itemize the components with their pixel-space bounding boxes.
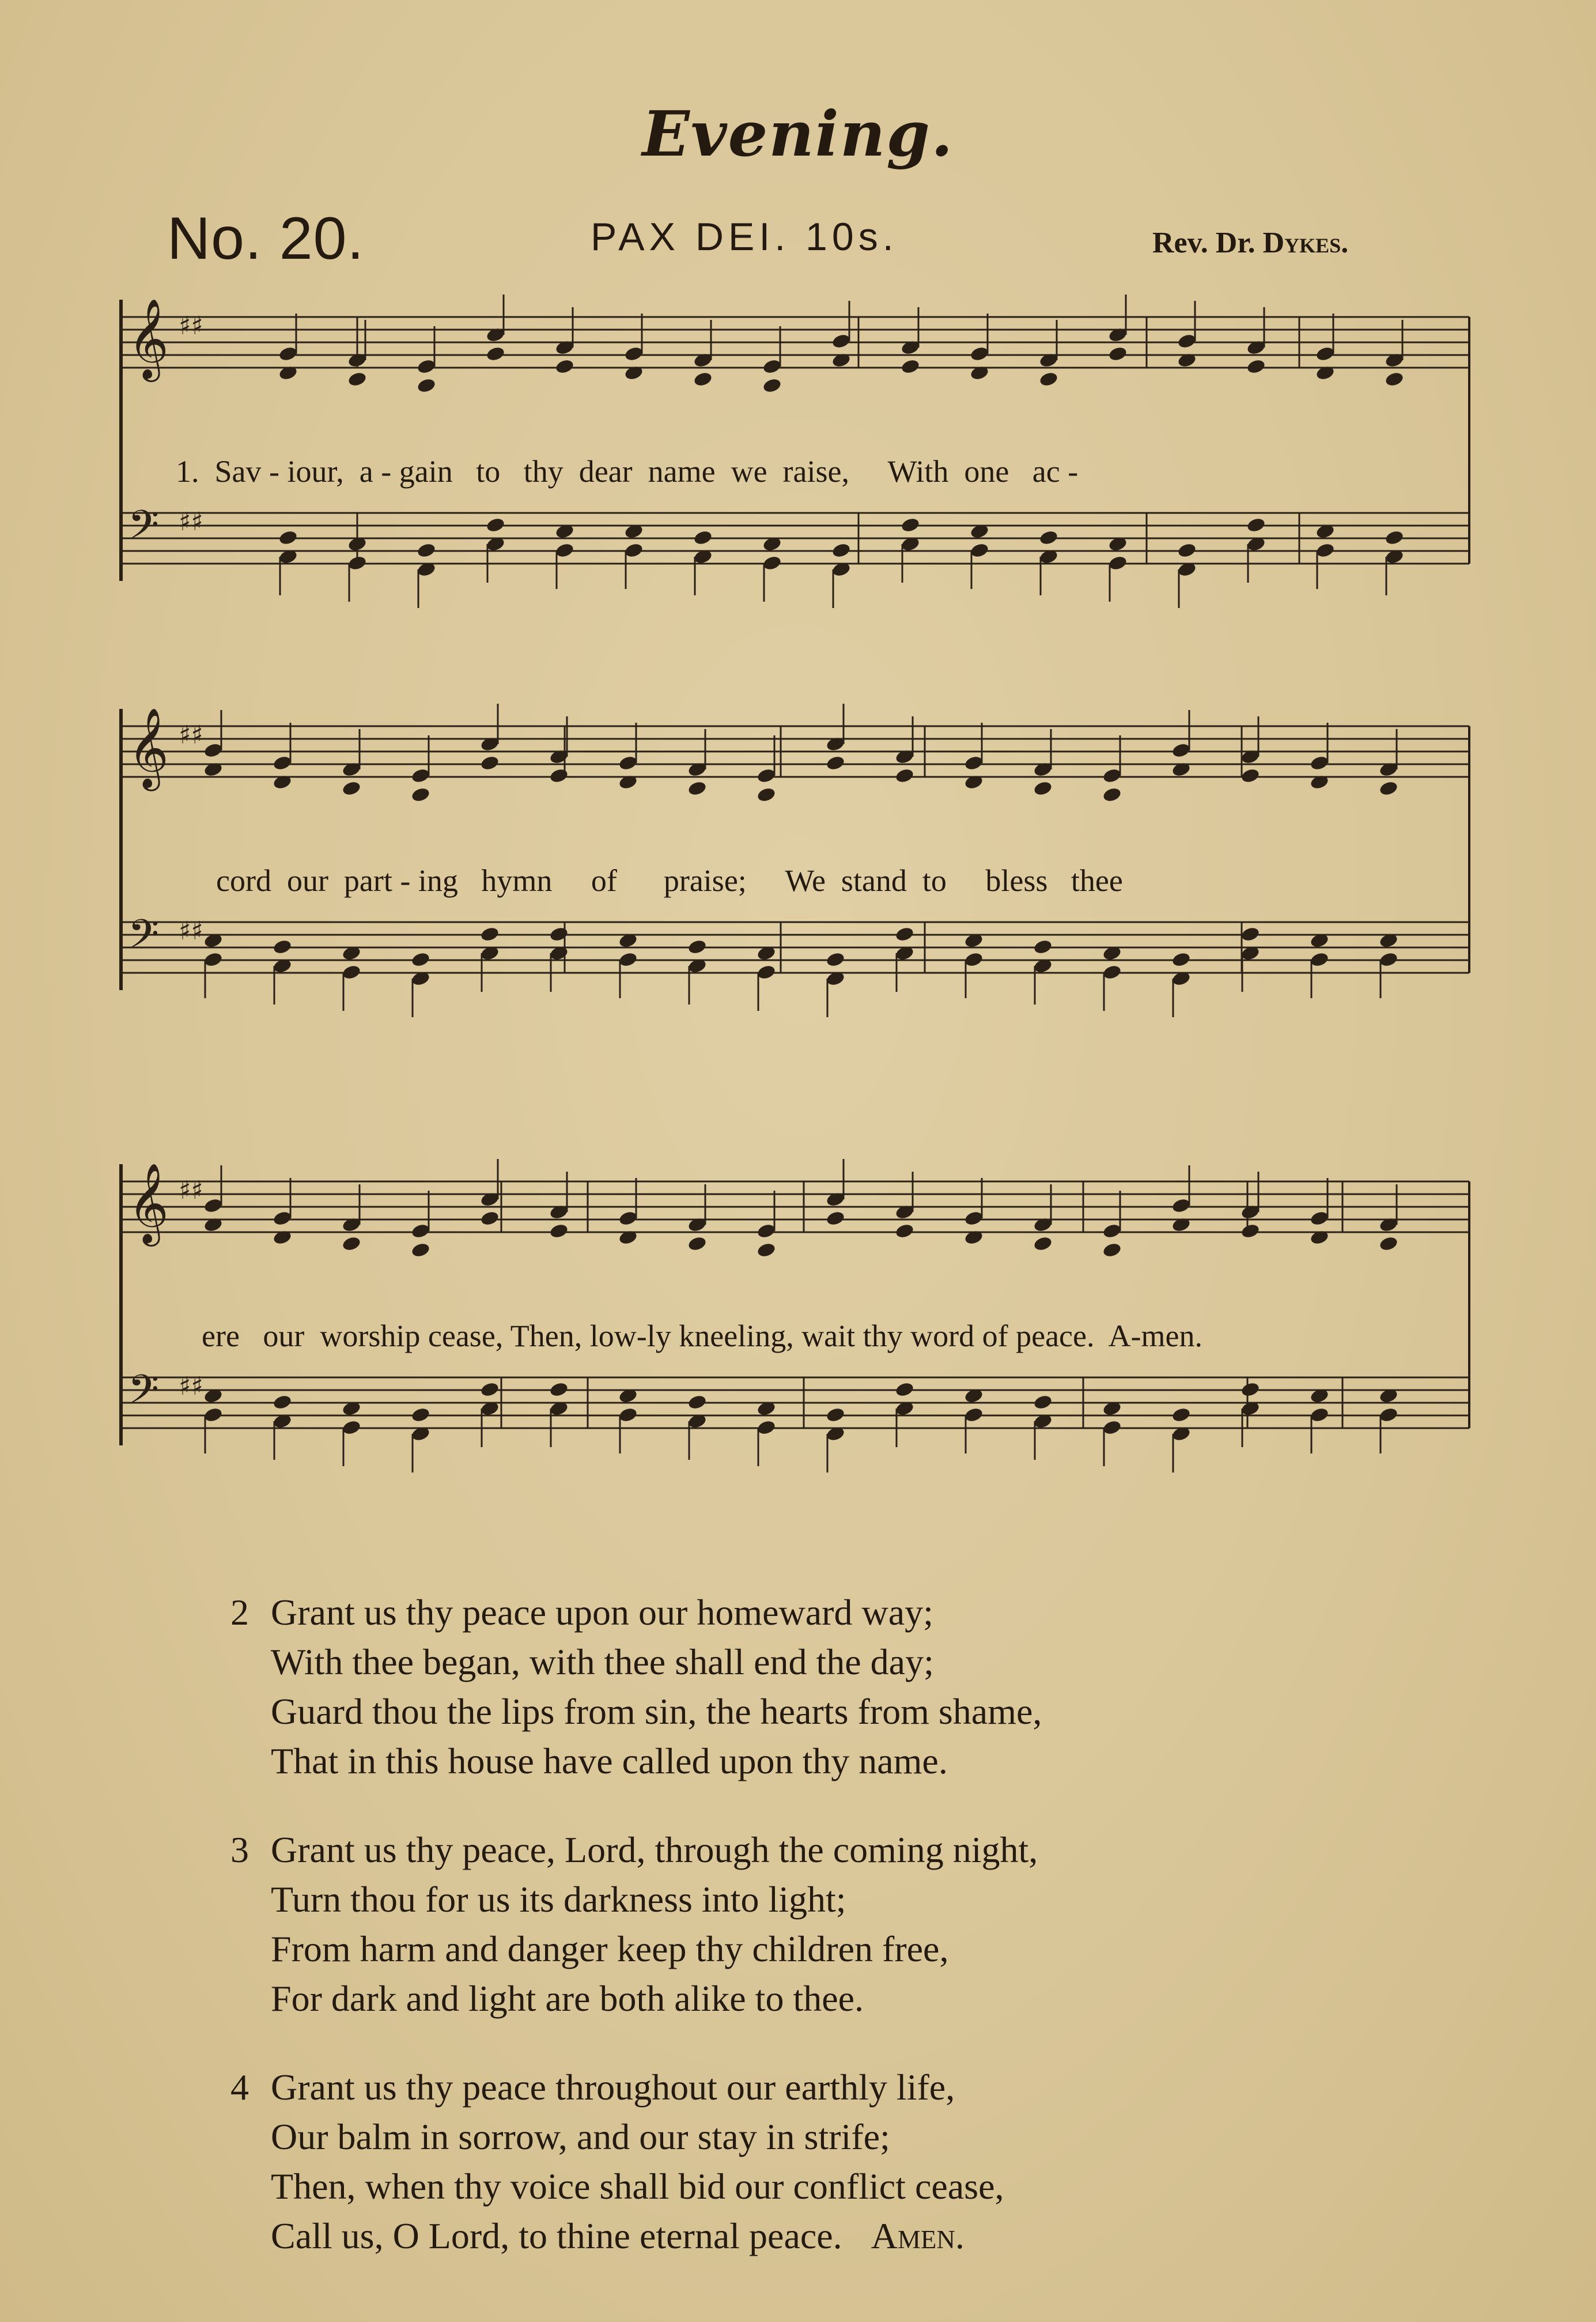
music-system-1 [109,285,1481,643]
page-heading: Evening. [642,98,954,171]
verse-line: Guard thou the lips from sin, the hearts from shame, [271,1691,1042,1732]
svg-text:𝄢: 𝄢 [128,911,160,967]
svg-text:♯♯: ♯♯ [179,311,203,341]
hymn-number: No. 20. [167,205,365,272]
music-system-3 [109,1150,1481,1507]
verse-3 [230,1825,1383,2023]
verse-number: 4 [230,2067,249,2108]
verse-line: Our balm in sorrow, and our stay in strife; [271,2116,890,2157]
verse-line: From harm and danger keep thy children free, [271,1928,949,1969]
verse-line: 3 Grant us thy peace, Lord, through the coming night, [230,1825,1383,1875]
verse-line: Turn thou for us its darkness into light; [271,1879,846,1920]
svg-text:𝄢: 𝄢 [128,501,160,558]
svg-text:♯♯: ♯♯ [179,720,203,750]
lyric-line-1: 1. Sav - iour, a - gain to thy dear name we raise, With one ac - [176,454,1079,489]
verse-line: Then, when thy voice shall bid our conflict cease, [271,2166,1004,2207]
svg-text:𝄞: 𝄞 [128,1163,169,1243]
music-system-2 [109,694,1481,1052]
verses [230,1588,1383,2300]
verse-2 [230,1588,1383,1786]
verse-line: 4 Grant us thy peace throughout our earthly life, [230,2063,1383,2112]
verse-line: Call us, O Lord, to thine eternal peace. Amen. [271,2215,965,2256]
tune-name: PAX DEI. 10s. [591,215,898,259]
verse-line: That in this house have called upon thy name. [271,1740,948,1781]
svg-text:𝄢: 𝄢 [128,1366,160,1422]
svg-text:♯♯: ♯♯ [179,507,203,537]
lyric-line-3: ere our worship cease, Then, low-ly kneeling, wait thy word of peace. A-men. [202,1319,1202,1353]
verse-number: 3 [230,1829,249,1870]
svg-text:♯♯: ♯♯ [179,916,203,946]
verse-number: 2 [230,1592,249,1633]
composer-surname: Dykes. [1262,226,1349,259]
svg-text:♯♯: ♯♯ [179,1372,203,1401]
verse-line: With thee began, with thee shall end the day; [271,1641,934,1682]
lyric-line-2: cord our part - ing hymn of praise; We stand to bless thee [216,863,1123,898]
amen: Amen. [871,2215,965,2256]
verse-line: For dark and light are both alike to thee. [271,1978,864,2019]
verse-4 [230,2063,1383,2261]
svg-text:𝄞: 𝄞 [128,299,169,379]
composer-prefix: Rev. Dr. [1152,226,1263,259]
verse-line: 2 Grant us thy peace upon our homeward way; [230,1588,1383,1637]
composer [1152,226,1348,260]
svg-text:𝄞: 𝄞 [128,708,169,788]
svg-text:♯♯: ♯♯ [179,1176,203,1205]
